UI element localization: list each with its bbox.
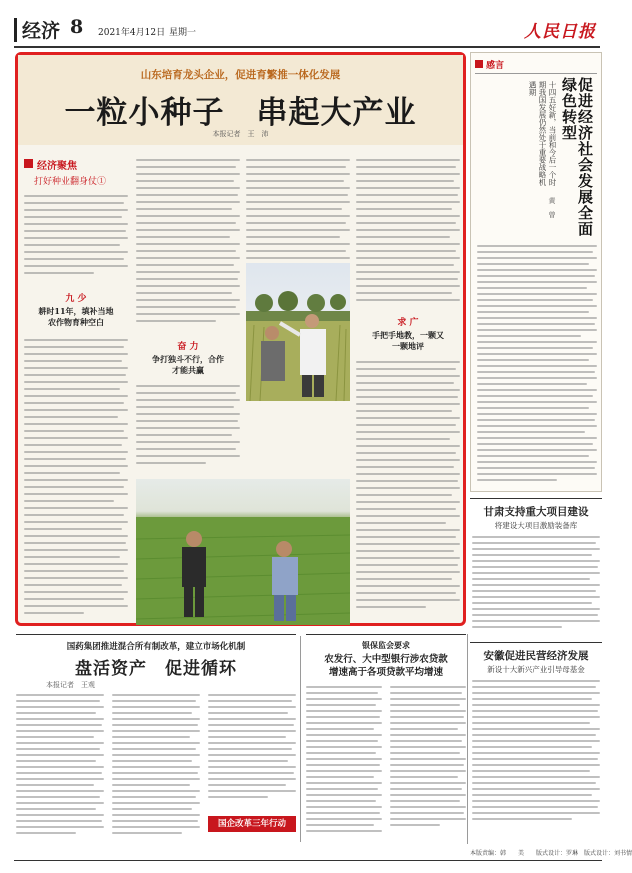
col2-text-block-1 (136, 157, 240, 333)
feature-byline: 本报记者 王 沛 (212, 130, 269, 138)
commentary-author: 黄 曾 (548, 197, 556, 218)
bottom-middle-rule (306, 634, 466, 635)
bottom-left-story (16, 634, 296, 848)
masthead-rule (14, 46, 600, 48)
col1-text-block-2 (24, 337, 128, 627)
right-story-2-rule (470, 642, 602, 643)
right-story-2 (470, 642, 602, 838)
subhead-1 (24, 291, 128, 328)
commentary-body (477, 243, 597, 487)
commentary-box (470, 52, 602, 492)
bottom-left-col1 (16, 692, 104, 842)
col2-text-block-2 (136, 383, 240, 475)
commentary-tag-label: 感言 (486, 61, 505, 71)
masthead-left-rule (14, 18, 17, 42)
commentary-rule (475, 73, 597, 74)
bottom-divider (300, 636, 301, 842)
col4-text-block-2 (356, 359, 460, 621)
tag-square-icon (475, 60, 483, 68)
bottom-middle-headline: 农发行、大中型银行涉农贷款 增速高于各项贷款平均增速 (324, 654, 448, 678)
newspaper-logo: 人民日报 (524, 22, 596, 42)
right-column-divider (467, 634, 468, 844)
section-name: 经济 (22, 20, 61, 42)
subhead-3-title: 求 广 (397, 318, 419, 328)
right-story-1-headline: 甘肃支持重大项目建设 (483, 506, 589, 518)
photo-wheat-inspection (246, 263, 350, 401)
feature-kicker: 山东培育龙头企业，促进育繁推一体化发展 (140, 69, 341, 81)
right-story-1-rule (470, 498, 602, 499)
bottom-left-kicker: 国药集团推进混合所有制改革，建立市场化机制 (66, 642, 246, 652)
bottom-middle-col1 (306, 684, 382, 840)
bottom-left-col2 (112, 692, 200, 842)
page-number: 8 (70, 16, 84, 38)
column-tag-label: 经济聚焦 (37, 161, 77, 172)
right-story-2-headline: 安徽促进民营经济发展 (483, 650, 589, 662)
commentary-lead: 十四五好新，当前和今后一个时期我国发展仍然处于重要战略机遇期 (528, 81, 557, 186)
bottom-left-byline: 本报记者 王观 (46, 681, 95, 689)
subhead-3-text: 手把手地教，一颗又 一颗地评 (372, 330, 444, 351)
commentary-title: 促进经济社会发展全面绿色转型 (560, 77, 594, 237)
weekday: 星期一 (169, 28, 197, 38)
bottom-middle-story (306, 634, 466, 848)
masthead (14, 12, 600, 48)
subhead-2-text: 争打独斗不行，合作 才能共赢 (152, 354, 224, 375)
feature-headline: 一粒小种子 串起大产业 (64, 95, 417, 131)
subhead-2 (136, 339, 240, 376)
right-story-1-body (472, 534, 600, 634)
col1-text-block-1 (24, 193, 128, 283)
bottom-left-col3 (208, 692, 296, 808)
date-line: 2021年4月12日 (98, 28, 166, 38)
subhead-1-title: 九 少 (65, 294, 87, 304)
column-tag (24, 157, 134, 171)
feature-banner (18, 55, 463, 145)
subhead-1-text: 耕时11年，填补当地 农作物育种空白 (38, 306, 114, 327)
square-bullet-icon (24, 159, 33, 168)
column-subtitle: 打好种业翻身仗① (34, 177, 107, 187)
right-story-2-subhead: 新设十大新兴产业引导母基金 (487, 665, 585, 674)
subhead-3 (356, 315, 460, 352)
bottom-middle-col2 (390, 684, 466, 840)
bottom-left-rule (16, 634, 296, 635)
photo-field-two-people (136, 479, 350, 625)
bottom-page-rule (14, 860, 602, 861)
col4-text-block-1 (356, 157, 460, 307)
right-story-1-subhead: 将建设大项目激励装备库 (494, 521, 578, 530)
bottom-middle-kicker: 银保监会要求 (362, 640, 410, 650)
right-story-1 (470, 498, 602, 638)
photo-wheat-inspection-art (246, 263, 350, 401)
reform-badge: 国企改革三年行动 (208, 816, 296, 832)
right-story-2-body (472, 678, 600, 834)
commentary-tag (475, 58, 515, 70)
feature-article (15, 52, 466, 626)
bottom-left-headline: 盘活资产 促进循环 (75, 659, 237, 679)
subhead-2-title: 奋 力 (177, 342, 199, 352)
photo-field-art (136, 479, 350, 625)
page-footer: 本版责编：韩 美 版式设计：罗琳 版式设计：刘书情 (470, 850, 632, 857)
